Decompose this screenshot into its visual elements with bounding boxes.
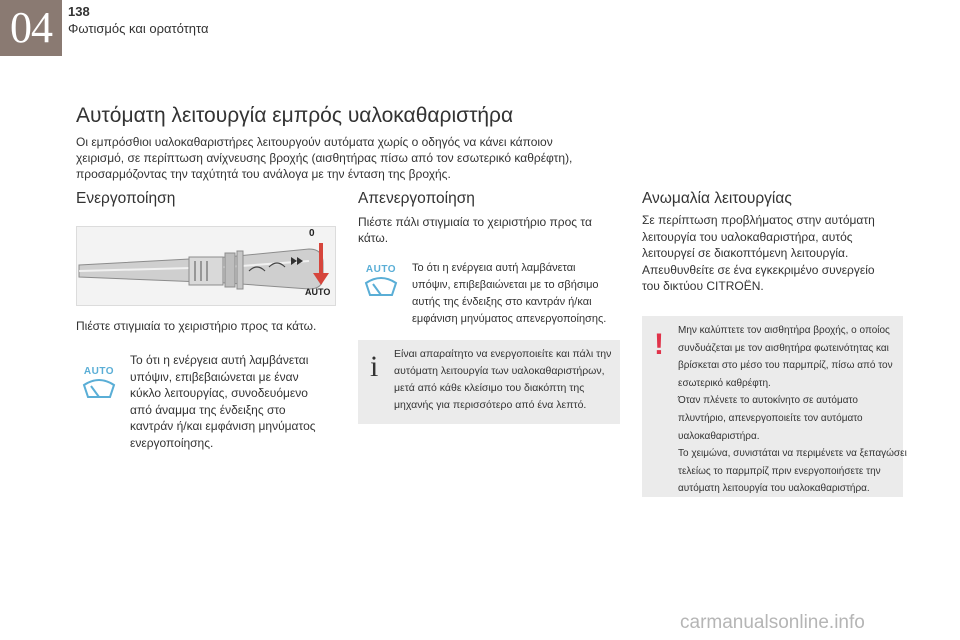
warning-line: βρίσκεται στο μέσο του παρμπρίζ, πίσω από τον [678,360,893,372]
confirmation-line: Το ότι η ενέργεια αυτή λαμβάνεται [130,353,309,367]
warning-note-box [642,316,907,497]
confirmation-line: εμφάνιση μηνύματος απενεργοποίησης. [412,313,607,325]
malfunction-text [642,212,875,295]
windscreen-wiper-icon [80,377,118,401]
stalk-position-zero: 0 [309,228,315,239]
windscreen-wiper-icon [362,275,400,299]
warning-exclamation-icon: ! [654,328,664,361]
info-note-line: Είναι απαραίτητο να ενεργοποιείτε και πάλι την [394,348,612,360]
watermark: carmanualsonline.info [680,612,865,633]
warning-line: συνδυάζεται με τον αισθητήρα φωτεινότητας και [678,342,889,354]
malfunction-line: Απευθυνθείτε σε ένα εγκεκριμένο συνεργείο [642,262,875,277]
info-note-line: μηχανής για περισσότερο από ένα λεπτό. [394,399,587,411]
warning-line: Το χειμώνα, συνιστάται να περιμένετε να ξεπαγώσει [678,448,907,460]
chapter-title: Φωτισμός και ορατότητα [68,21,209,36]
intro-line: προσαρμόζοντας την ταχύτητά του ανάλογα με την ένταση της βροχής. [76,167,451,181]
confirmation-line: από άναμμα της ένδειξης στο [130,402,286,417]
page-title: Αυτόματη λειτουργία εμπρός υαλοκαθαριστήρα [76,104,514,127]
malfunction-line: Σε περίπτωση προβλήματος στην αυτόματη [642,213,875,227]
deactivation-heading: Απενεργοποίηση [358,190,475,207]
intro-paragraph [76,134,636,182]
warning-line: αυτόματη λειτουργία του υαλοκαθαριστήρα. [678,483,870,495]
activation-instruction [76,318,316,334]
page-number: 138 [68,4,90,19]
confirmation-line: ενεργοποίησης. [130,435,214,450]
auto-badge-label: AUTO [83,366,115,377]
warning-line: Όταν πλένετε το αυτοκίνητο σε αυτόματο [678,395,858,407]
info-note-line: αυτόματη λειτουργία των υαλοκαθαριστήρων, [394,365,605,377]
warning-line: εσωτερικό καθρέφτη. [678,377,771,389]
intro-line: Οι εμπρόσθιοι υαλοκαθαριστήρες λειτουργούν αυτόματα χωρίς ο οδηγός να κάνει κάποιον [76,135,553,149]
malfunction-heading: Ανωμαλία λειτουργίας [642,190,792,207]
intro-line: χειρισμό, σε περίπτωση ανίχνευσης βροχής (αισθητήρας πίσω από τον εσωτερικό καθρέφτη), [76,151,573,165]
warning-line: τελείως το παρμπρίζ πριν ενεργοποιήσετε την [678,465,881,477]
wiper-stalk-icon [77,227,335,305]
auto-wiper-indicator-off [362,264,400,304]
auto-badge-label: AUTO [365,264,397,275]
activation-confirmation [130,352,316,451]
deactivation-instruction-line: Πιέστε πάλι στιγμιαία το χειριστήριο προς τα [358,215,592,229]
deactivation-instruction [358,214,592,246]
info-note-text [394,346,611,414]
activation-instruction-line: Πιέστε στιγμιαία το χειριστήριο προς τα κάτω. [76,319,317,333]
confirmation-line: κύκλο λειτουργίας, συνοδευόμενο [130,386,308,400]
warning-note-text [678,322,907,498]
confirmation-line: υπόψιν, επιβεβαιώνεται με έναν [130,369,299,384]
warning-line: πλυντήριο, απενεργοποιείτε τον αυτόματο [678,412,863,424]
activation-heading: Ενεργοποίηση [76,190,176,207]
chapter-number-box: 04 [0,0,62,56]
info-note-line: μετά από κάθε κλείσιμο του διακόπτη της [394,382,585,394]
info-icon: i [370,350,379,383]
confirmation-line: καντράν ή/και εμφάνιση μηνύματος [130,419,316,433]
deactivation-confirmation [412,260,606,328]
malfunction-line: λειτουργεί σε διακοπτόμενη λειτουργία. [642,246,849,260]
malfunction-line: του δικτύου CITROËN. [642,279,764,293]
wiper-stalk-illustration [76,226,336,306]
confirmation-line: Το ότι η ενέργεια αυτή λαμβάνεται [412,262,576,274]
confirmation-line: υπόψιν, επιβεβαιώνεται με το σβήσιμο [412,279,599,291]
warning-line: Μην καλύπτετε τον αισθητήρα βροχής, ο οποίος [678,325,890,336]
deactivation-instruction-line: κάτω. [358,231,389,245]
info-note-box [358,340,620,424]
stalk-auto-label: AUTO [305,287,331,297]
confirmation-line: αυτής της ένδειξης στο καντράν ή/και [412,296,592,308]
malfunction-line: λειτουργία του υαλοκαθαριστήρα, αυτός [642,229,853,244]
auto-wiper-indicator [80,366,118,406]
warning-line: υαλοκαθαριστήρα. [678,430,760,442]
